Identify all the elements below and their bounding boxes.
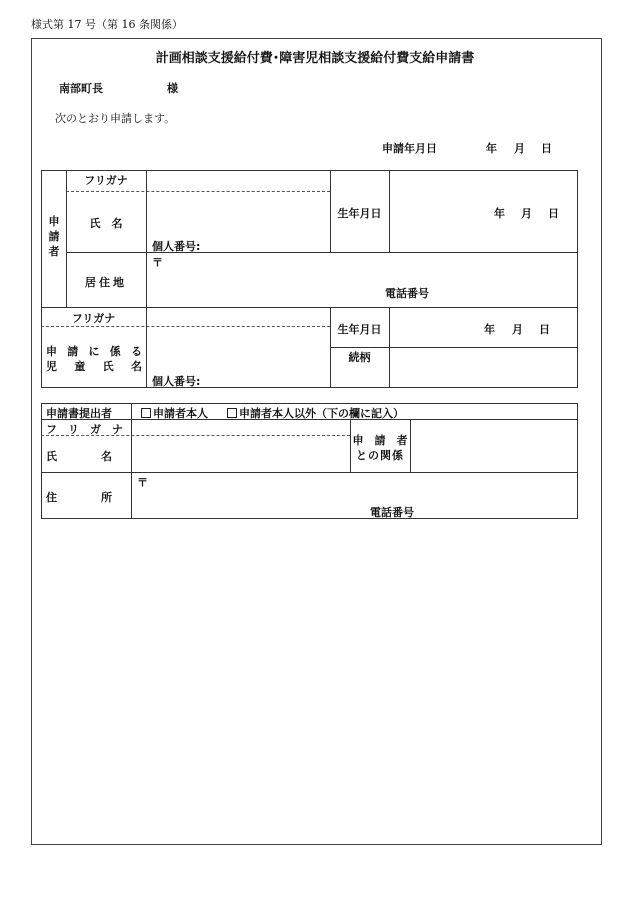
- form-title: 計画相談支援給付費･障害児相談支援給付費支給申請書: [155, 51, 475, 66]
- application-date-month: 月: [514, 142, 525, 155]
- checkbox-other[interactable]: [227, 408, 237, 418]
- addressee-honorific: 様: [167, 82, 178, 95]
- child-my-number-label: 個人番号:: [152, 375, 201, 388]
- submitter-phone-label: 電話番号: [370, 506, 414, 519]
- submitter-relation-label-line2: との関係: [356, 449, 404, 462]
- submitter-furigana-label: フ リ ガ ナ: [46, 423, 123, 436]
- applicant-postal-mark: 〒: [152, 256, 163, 269]
- child-name-label-line1: 申請に係る: [46, 345, 142, 358]
- option-self-label: 申請者本人: [153, 407, 208, 420]
- child-birthdate-label: 生年月日: [337, 323, 382, 336]
- application-date-label: 申請年月日: [382, 142, 437, 155]
- applicant-name-label: 氏 名: [89, 217, 123, 230]
- applicant-address-label: 居住地: [85, 276, 127, 289]
- submitter-label: 申請書提出者: [46, 407, 112, 420]
- applicant-furigana-label: フリガナ: [84, 174, 128, 187]
- intro-text: 次のとおり申請します。: [55, 112, 176, 125]
- checkbox-self[interactable]: [141, 408, 151, 418]
- submitter-relation-label-line1: 申 請 者: [352, 434, 408, 447]
- applicant-birth-year: 年: [494, 207, 505, 220]
- addressee-name: 南部町長: [59, 82, 103, 95]
- form-number: 様式第 17 号（第 16 条関係）: [31, 18, 183, 31]
- child-birth-month: 月: [512, 323, 523, 336]
- submitter-option-self[interactable]: [141, 405, 208, 421]
- child-name-label-line2: 児 童 氏 名: [46, 360, 142, 373]
- applicant-birth-month: 月: [521, 207, 532, 220]
- applicant-section-label: 申請者: [48, 215, 60, 258]
- child-furigana-label: フリガナ: [71, 312, 116, 325]
- applicant-birth-day: 日: [548, 207, 559, 220]
- child-birth-year: 年: [484, 323, 495, 336]
- submitter-address-label: 住 所: [46, 491, 112, 504]
- submitter-option-other[interactable]: [227, 405, 404, 421]
- applicant-my-number-label: 個人番号:: [152, 240, 201, 253]
- applicant-phone-label: 電話番号: [385, 287, 429, 300]
- submitter-postal-mark: 〒: [137, 476, 148, 489]
- application-date-year: 年: [486, 142, 497, 155]
- option-other-label: 申請者本人以外（下の欄に記入）: [239, 407, 404, 420]
- submitter-name-label: 氏 名: [46, 450, 112, 463]
- child-relationship-label: 続柄: [348, 351, 371, 364]
- application-date-day: 日: [541, 142, 552, 155]
- child-birth-day: 日: [539, 323, 550, 336]
- applicant-birthdate-label: 生年月日: [337, 207, 382, 220]
